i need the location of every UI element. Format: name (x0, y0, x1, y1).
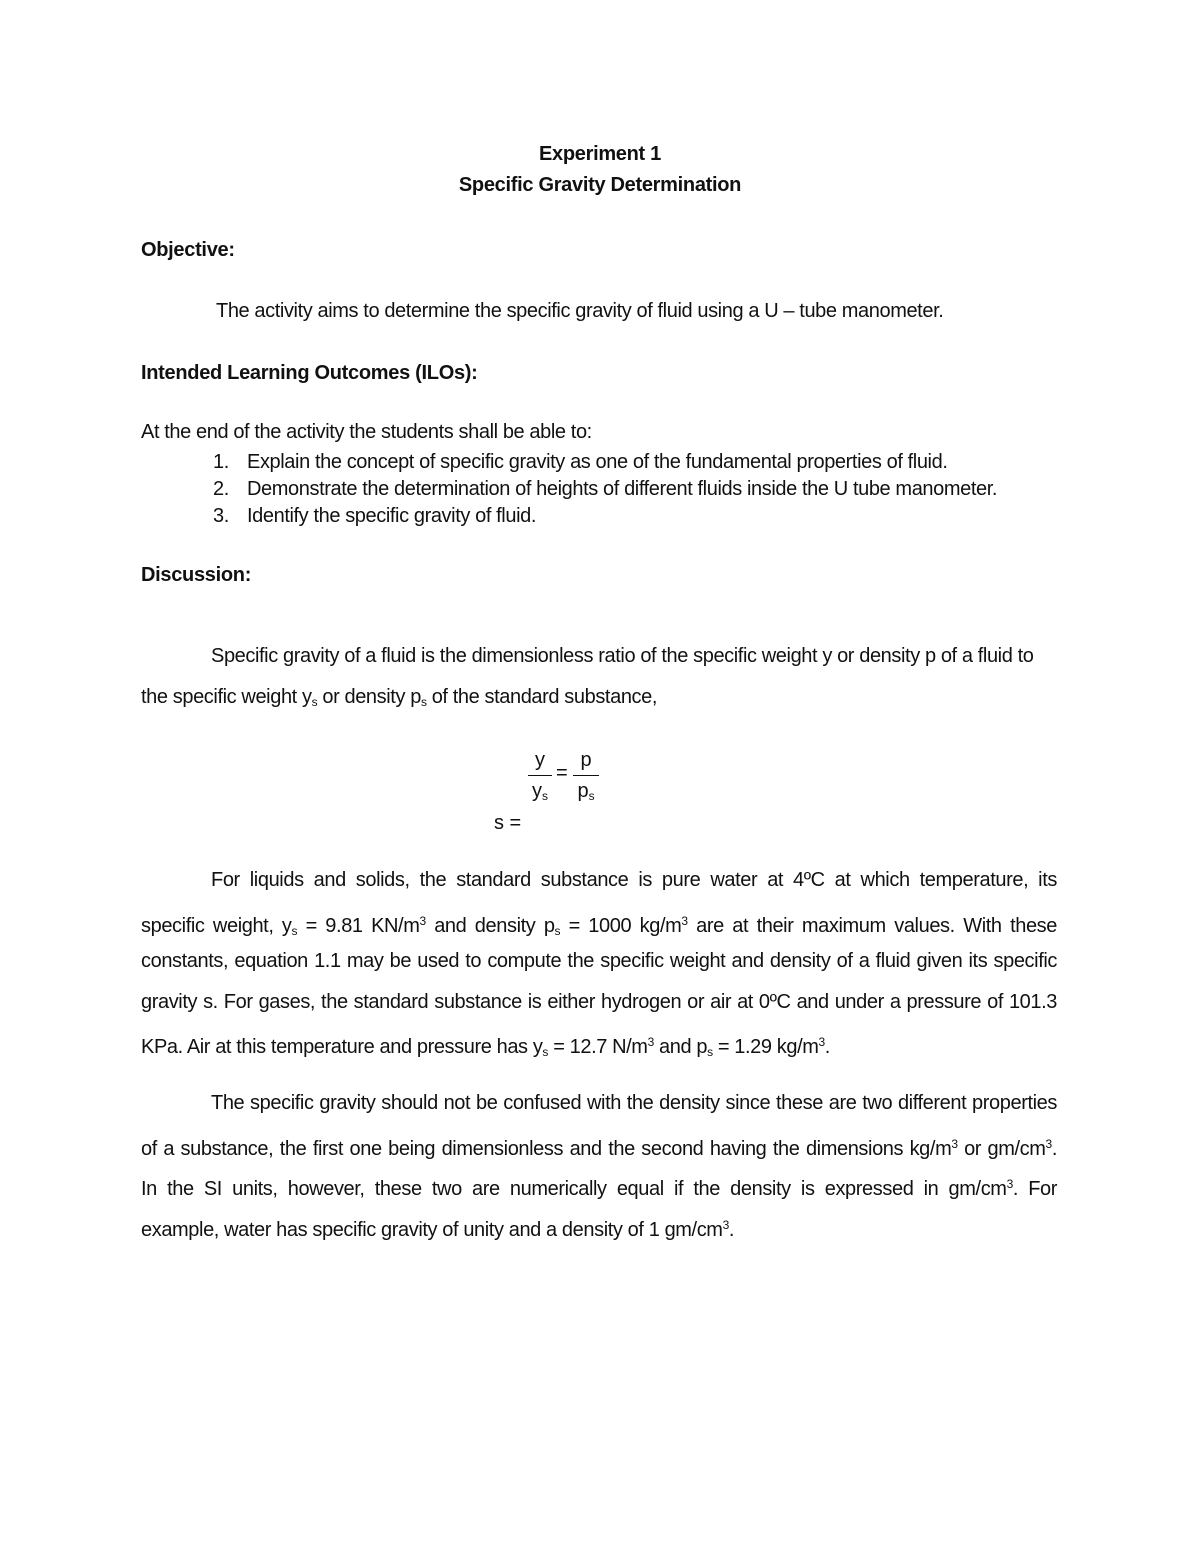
equation-fraction-density: p $p_s$ (573, 747, 599, 804)
experiment-subtitle: Specific Gravity Determination (458, 174, 742, 196)
discussion-paragraph-2 (141, 860, 1057, 1063)
equation-equals: = (556, 762, 568, 784)
paragraph-line: specific weight, $y_s = 9.81$ $KN/m^3$ and density $p_s = 1000$ $kg/m^3$ are at their maximum values. With these (141, 913, 1057, 938)
list-number: 2. (213, 478, 229, 500)
ilo-intro: At the end of the activity the students shall be able to: (141, 421, 592, 443)
fraction-bar (528, 775, 552, 776)
list-item (213, 451, 947, 474)
equation-lhs: s = (494, 812, 522, 834)
discussion-paragraph-1 (141, 636, 1057, 717)
list-number: 1. (213, 451, 229, 473)
paragraph-line: KPa. Air at this temperature and pressure has $y_s = 12.7$ $N/m^3$ and $p_s = 1.29$ $kg/m^3$. (141, 1035, 830, 1059)
equation-fraction-weight: y $y_s$ (528, 747, 552, 804)
list-text: Identify the specific gravity of fluid. (247, 505, 536, 527)
ilo-heading: Intended Learning Outcomes (ILOs): (141, 362, 478, 384)
paragraph-line: For liquids and solids, the standard substance is pure water at 4ºC at which temperature, its (211, 869, 1057, 891)
paragraph-line: gravity s. For gases, the standard substance is either hydrogen or air at 0ºC and under a pressure of 101.3 (141, 990, 1057, 1013)
objective-heading: Objective: (141, 239, 235, 261)
paragraph-line: constants, equation 1.1 may be used to compute the specific weight and density of a fluid given its specific (141, 950, 1057, 972)
list-text: Explain the concept of specific gravity as one of the fundamental properties of fluid. (247, 451, 948, 473)
paragraph-line: Specific gravity of a fluid is the dimensionless ratio of the specific weight y or density p of a fluid to (211, 645, 1034, 667)
list-item (213, 478, 997, 501)
objective-text: The activity aims to determine the specific gravity of fluid using a U – tube manometer. (216, 300, 944, 322)
discussion-paragraph-3 (141, 1083, 1057, 1245)
paragraph-line: The specific gravity should not be confused with the density since these are two different properties (211, 1092, 1057, 1114)
paragraph-line: of a substance, the first one being dimensionless and the second having the dimensions $kg/m^3$ or $gm/cm^3$. (141, 1136, 1057, 1160)
paragraph-line: In the SI units, however, these two are numerically equal if the density is expressed in $gm/cm^3$. For (141, 1177, 1057, 1200)
fraction-bar (573, 775, 599, 776)
experiment-title: Experiment 1 (538, 143, 661, 165)
list-text: Demonstrate the determination of heights of different fluids inside the U tube manometer. (247, 478, 998, 500)
discussion-heading: Discussion: (141, 564, 252, 586)
list-number: 3. (213, 505, 229, 527)
paragraph-line: example, water has specific gravity of unity and a density of 1 $gm/cm^3$. (141, 1217, 735, 1241)
paragraph-line: the specific weight $y_s$ or density $p_s$ of the standard substance, (141, 685, 658, 709)
list-item (213, 505, 536, 528)
